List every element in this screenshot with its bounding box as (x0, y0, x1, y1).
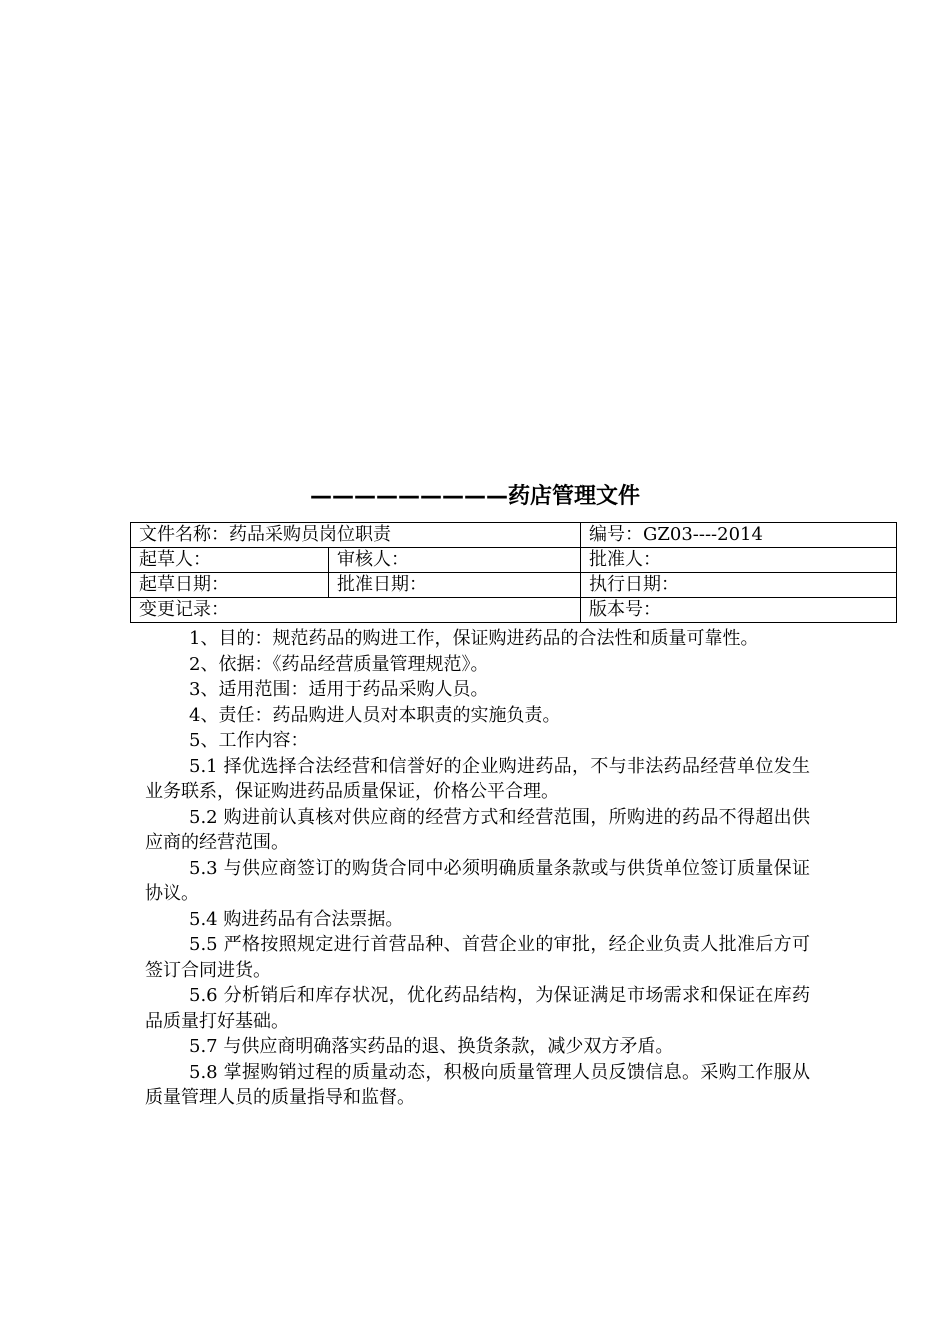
paragraph-item-5-2: 5.2 购进前认真核对供应商的经营方式和经营范围，所购进的药品不得超出供应商的经营范围。 (145, 806, 810, 853)
paragraph-item-5-7: 5.7 与供应商明确落实药品的退、换货条款，减少双方矛盾。 (189, 1036, 674, 1057)
paragraph-item-5-5: 5.5 严格按照规定进行首营品种、首营企业的审批，经企业负责人批准后方可签订合同进货。 (145, 934, 810, 981)
paragraph-item-5-8: 5.8 掌握购销过程的质量动态，积极向质量管理人员反馈信息。采购工作服从质量管理人员的质量指导和监督。 (145, 1061, 810, 1108)
version-cell: 版本号： (581, 598, 897, 623)
paragraph-item-5-6: 5.6 分析销后和库存状况，优化药品结构，为保证满足市场需求和保证在库药品质量打好基础。 (145, 985, 810, 1032)
paragraph-purpose: 1、目的：规范药品的购进工作，保证购进药品的合法性和质量可靠性。 (189, 628, 759, 649)
document-title: —————————药店管理文件 (309, 484, 640, 509)
effective-date-cell: 执行日期： (581, 573, 897, 598)
document-number-cell: 编号：GZ03----2014 (581, 523, 897, 548)
drafter-cell: 起草人： (131, 548, 329, 573)
change-record-cell: 变更记录： (131, 598, 581, 623)
approver-cell: 批准人： (581, 548, 897, 573)
file-name-cell: 文件名称：药品采购员岗位职责 (131, 523, 581, 548)
paragraph-item-5-4: 5.4 购进药品有合法票据。 (189, 908, 404, 930)
paragraph-item-5-3: 5.3 与供应商签订的购货合同中必须明确质量条款或与供货单位签订质量保证协议。 (145, 857, 810, 904)
table-row (131, 573, 897, 598)
paragraph-scope: 3、适用范围：适用于药品采购人员。 (189, 679, 489, 700)
paragraph-item-5-1: 5.1 择优选择合法经营和信誉好的企业购进药品，不与非法药品经营单位发生业务联系，保证购进药品质量保证，价格公平合理。 (145, 755, 810, 802)
table-row (131, 523, 897, 548)
table-row (131, 548, 897, 573)
table-row (131, 598, 897, 623)
paragraph-basis: 2、依据：《药品经营质量管理规范》。 (189, 653, 489, 675)
paragraph-work-content: 5、工作内容： (189, 730, 309, 751)
approval-date-cell: 批准日期： (329, 573, 581, 598)
document-body (145, 626, 810, 1111)
reviewer-cell: 审核人： (329, 548, 581, 573)
paragraph-responsibility: 4、责任：药品购进人员对本职责的实施负责。 (189, 704, 561, 726)
draft-date-cell: 起草日期： (131, 573, 329, 598)
document-header-table (130, 522, 897, 623)
